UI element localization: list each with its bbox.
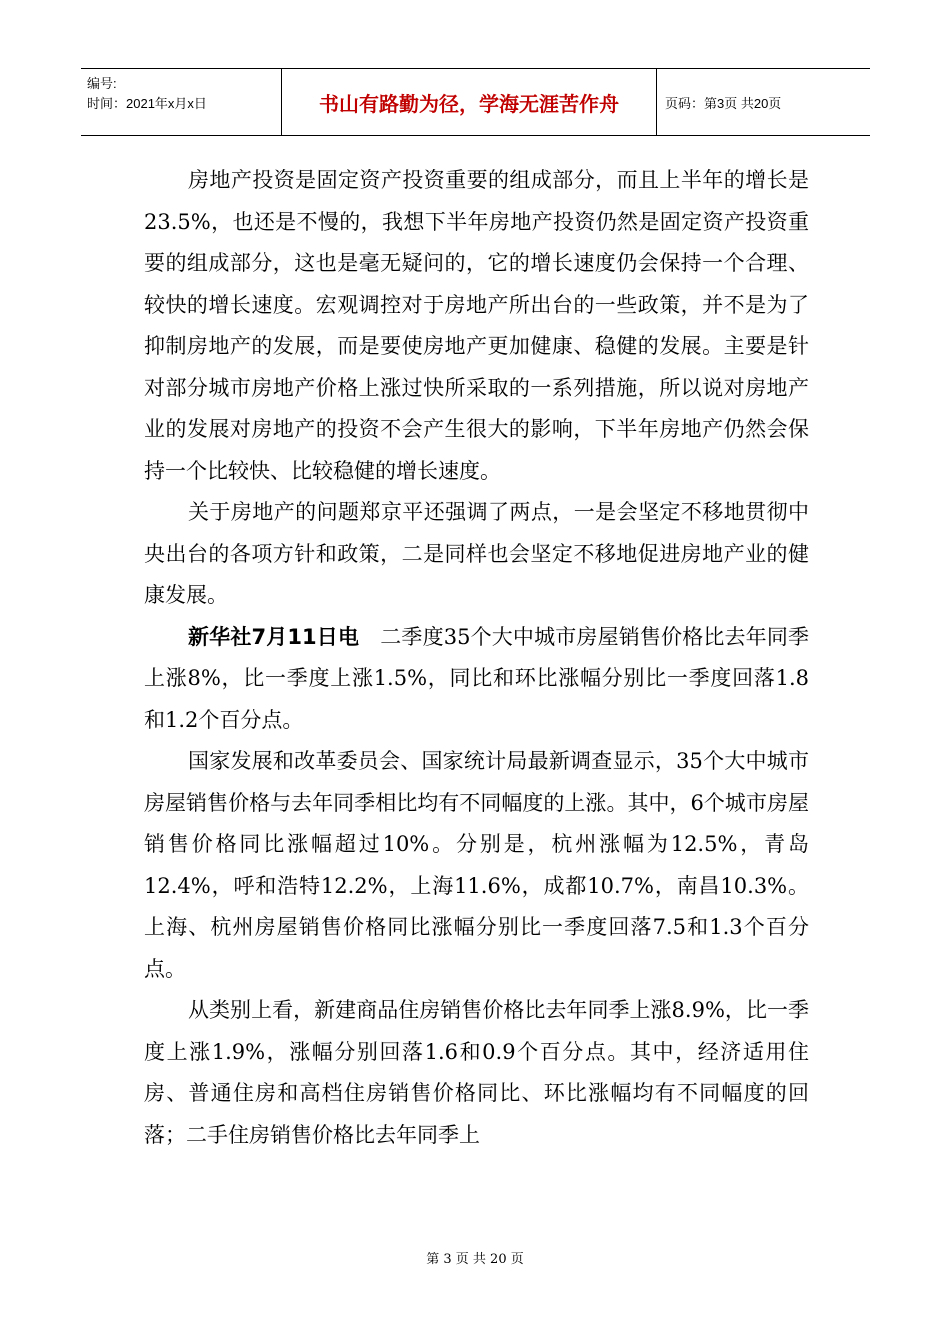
paragraph: [144, 492, 809, 617]
number-label: 编号:: [87, 76, 117, 91]
page-footer: [0, 1248, 950, 1267]
paragraph: [144, 617, 809, 742]
motto: 书山有路勤为径，学海无涯苦作舟: [319, 91, 619, 116]
paragraph-text: 房地产投资是固定资产投资重要的组成部分，而且上半年的增长是23.5%，也还是不慢的，我想下半年房地产投资仍然是固定资产投资重要的组成部分，这也是毫无疑问的，它的增长速度仍会保持一个合理、较快的增长速度。宏观调控对于房地产所出台的一些政策，并不是为了抑制房地产的发展，而是要使房地产更加健康、稳健的发展。主要是针对部分城市房地产价格上涨过快所采取的一系列措施，所以说对房地产业的发展对房地产的投资不会产生很大的影响，下半年房地产仍然会保持一个比较快、比较稳健的增长速度。: [144, 168, 809, 483]
footer-page-number: 第 3 页 共 20 页: [426, 1252, 524, 1267]
header-page-info: 页码：第3页 共20页: [665, 95, 782, 111]
paragraph: [144, 741, 809, 990]
header-meta: [81, 69, 282, 135]
time-label: 时间：2021年x月x日: [87, 96, 207, 111]
paragraph-lead: 新华社7月11日电: [188, 624, 360, 649]
paragraph-text: 二季度35个大中城市房屋销售价格比去年同季上涨8%，比一季度上涨1.5%，同比和环比涨幅分别比一季度回落1.8和1.2个百分点。: [144, 624, 809, 732]
page-header: [81, 68, 870, 136]
header-page-cell: [657, 69, 870, 135]
paragraph: [144, 990, 809, 1156]
paragraph-text: 国家发展和改革委员会、国家统计局最新调查显示，35个大中城市房屋销售价格与去年同季相比均有不同幅度的上涨。其中，6个城市房屋销售价格同比涨幅超过10%。分别是，杭州涨幅为12.5%，青岛12.4%，呼和浩特12.2%，上海11.6%，成都10.7%，南昌10.3%。上海、杭州房屋销售价格同比涨幅分别比一季度回落7.5和1.3个百分点。: [144, 749, 809, 981]
paragraph-text: 关于房地产的问题郑京平还强调了两点，一是会坚定不移地贯彻中央出台的各项方针和政策，二是同样也会坚定不移地促进房地产业的健康发展。: [144, 500, 809, 607]
paragraph: [144, 160, 809, 492]
document-body: [144, 160, 809, 1156]
header-motto-cell: [282, 69, 657, 135]
paragraph-text: 从类别上看，新建商品住房销售价格比去年同季上涨8.9%，比一季度上涨1.9%，涨幅分别回落1.6和0.9个百分点。其中，经济适用住房、普通住房和高档住房销售价格同比、环比涨幅均有不同幅度的回落；二手住房销售价格比去年同季上: [144, 998, 809, 1147]
